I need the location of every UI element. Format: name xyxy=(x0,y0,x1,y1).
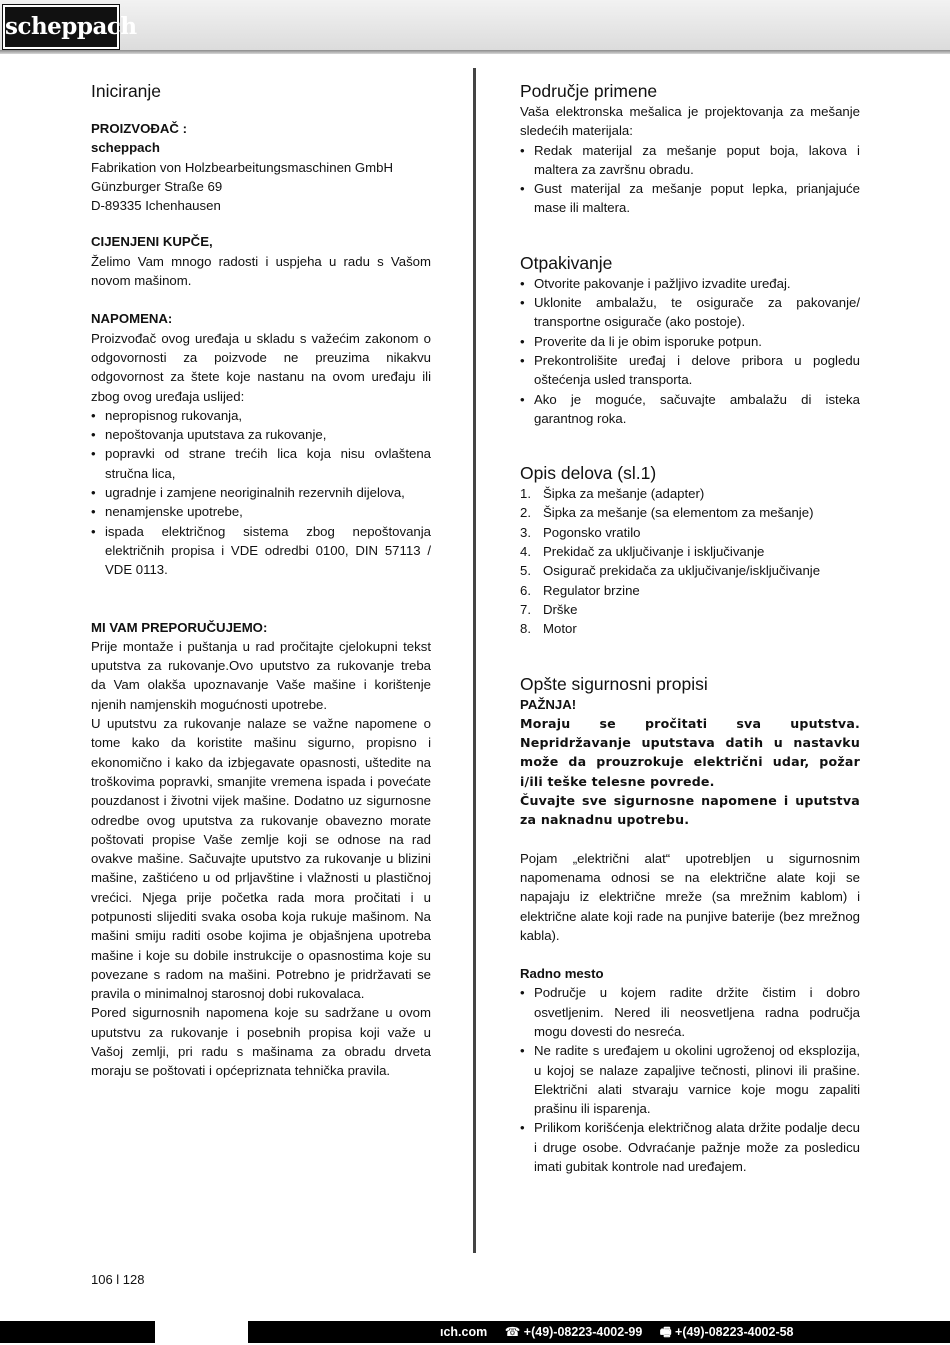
manufacturer-line: Fabrikation von Holzbearbeitungsmaschinen GmbH xyxy=(91,159,393,175)
application-section xyxy=(520,80,860,218)
note-block xyxy=(91,309,431,579)
list-item: 6. Regulator brzine xyxy=(520,582,640,598)
manufacturer-label: PROIZVOĐAČ : xyxy=(91,121,187,136)
manufacturer-line: D-89335 Ichenhausen xyxy=(91,198,221,214)
workplace-title: Radno mesto xyxy=(520,966,604,982)
left-column xyxy=(91,80,431,1081)
list-item: 1. Šipka za mešanje (adapter) xyxy=(520,486,705,502)
list-item: • Redak materijal za mešanje poput boja, lakova i maltera za završnu obradu. xyxy=(520,141,860,180)
list-item: • Gust materijal za mešanje poput lepka, prianjajuće mase ili maltera. xyxy=(520,179,860,218)
dear-customer-block xyxy=(91,232,431,290)
brand-logo: scheppach xyxy=(3,5,119,49)
note-label: NAPOMENA: xyxy=(91,311,173,327)
list-item: • Područje u kojem radite držite čistim i dobro osvetljenim. Nered ili neosvetljena radna područja mogu dovesti do nesreća. xyxy=(520,983,860,1041)
list-item: • ugradnje i zamjene neoriginalnih rezervnih dijelova, xyxy=(91,483,431,502)
dear-customer-text: Želimo Vam mnogo radosti i uspjeha u radu s Vašom novom mašinom. xyxy=(91,253,431,289)
footer-phone: ☎ +(49)-08223-4002-99 xyxy=(504,1325,643,1339)
parts-section xyxy=(520,462,860,638)
column-divider xyxy=(473,68,476,1253)
footer-fax: 🖷 +(49)-08223-4002-58 xyxy=(659,1325,794,1339)
application-intro: Vaša elektronska mešalica je projektovanja za mešanje sledećih materijala: xyxy=(520,104,860,139)
recommend-label: MI VAM PREPORUČUJEMO: xyxy=(91,619,268,635)
dear-customer-label: CIJENJENI KUPČE, xyxy=(91,234,213,250)
list-item: • popravki od strane trećih lica koja nisu ovlaštena stručna lica, xyxy=(91,444,431,483)
safety-section xyxy=(520,673,860,1177)
list-item: • nepoštovanja uputstava za rukovanje, xyxy=(91,425,431,444)
list-item: 8. Motor xyxy=(520,621,577,637)
list-item: • Ako je moguće, sačuvajte ambalažu di isteka garantnog roka. xyxy=(520,390,860,429)
section-title-application: Područje primene xyxy=(520,81,658,101)
manufacturer-block xyxy=(91,119,431,215)
page-number: 106 l 128 xyxy=(91,1272,145,1287)
list-item: • Ne radite s uređajem u okolini ugroženoj od eksplozija, u kojoj se nalaze zapaljive tečnosti, plinovi ili prašine. Električni alati stvaraju varnice koje mogu zapaliti prašinu ili isparenja. xyxy=(520,1041,860,1118)
header-shadow xyxy=(0,50,950,54)
list-item: 7. Drške xyxy=(520,601,578,617)
safety-keep-notice: Čuvajte sve sigurnosne napomene i uputstva za naknadnu upotrebu. xyxy=(520,793,860,828)
footer-contact xyxy=(440,1321,808,1343)
list-item: • nepropisnog rukovanja, xyxy=(91,406,431,425)
recommend-paragraph: U uputstvu za rukovanje nalaze se važne napomene o tome kako da koristite mašinu sigurno, propisno i ekonomično i kako da izbjegavate opasnosti, uštedite na troškovima popravki, smanjite vremena ispada i povećate pouzdanost i životni vijek mašine. Dodatno uz sigurnosne odredbe ovog uputstva za rukovanje obavezno morate poštovati propise Vaše zemlje koji se odnose na rad ovakve mašine. Sačuvajte uputstvo za rukovanje u blizini mašine, zaštićeno u od prljavštine i vlažnosti u plastičnoj vrećici. Njega prije početka rada mora pročitati i u potpunosti slijediti svaka osoba koja rukuje mašinom. Na mašini smiju raditi osobe kojima je objašnjena upotreba mašine i koje su dobile instrukcije o opasnostima koje su povezane s radom na mašini. Potrebno je pridržavati se pravila o minimalnoj starosnoj dobi rukovalaca. xyxy=(91,716,431,1002)
unpacking-list xyxy=(520,274,860,428)
list-item: • Prekontrolišite uređaj i delove pribora u pogledu oštećenja usled transporta. xyxy=(520,351,860,390)
recommend-block xyxy=(91,618,431,1081)
parts-list xyxy=(520,484,860,638)
section-title-parts: Opis delova (sl.1) xyxy=(520,463,657,484)
right-column xyxy=(520,80,860,1176)
list-item: 4. Prekidač za uključivanje i isključivanje xyxy=(520,544,765,560)
unpacking-section xyxy=(520,252,860,428)
workplace-list xyxy=(520,983,860,1176)
list-item: 2. Šipka za mešanje (sa elementom za mešanje) xyxy=(520,505,814,521)
safety-term-text: Pojam „električni alat“ upotrebljen u sigurnosnim napomenama odnosi se na električne alate koji se napajaju iz električne mreže (sa mrežnim kablom) i električne alate koji rade na punjive baterije (bez mrežnog kabla). xyxy=(520,850,860,943)
section-title-iniciranje: Iniciranje xyxy=(91,81,162,101)
list-item: • ispada električnog sistema zbog nepoštovanja električnih propisa i VDE odredbi 0100, DIN 57113 / VDE 0113. xyxy=(91,522,431,580)
list-item: • Prilikom korišćenja električnog alata držite podalje decu i druge osobe. Odvraćanje pažnje može za posledicu imati gubitak kontrole nad uređajem. xyxy=(520,1118,860,1176)
recommend-paragraph: Prije montaže i puštanja u rad pročitajte cjelokupni tekst uputstva za rukovanje.Ovo uputstvo za rukovanje treba da Vam olakša upoznavanje Vaše mašine i korištenje njenih namjenskih mogućnosti upotrebe. xyxy=(91,638,431,712)
footer-white-block xyxy=(155,1321,248,1343)
attention-label: PAŽNJA! xyxy=(520,696,577,712)
list-item: 3. Pogonsko vratilo xyxy=(520,524,641,540)
list-item: • nenamjenske upotrebe, xyxy=(91,502,431,521)
application-list xyxy=(520,141,860,218)
list-item: 5. Osigurač prekidača za uključivanje/isključivanje xyxy=(520,563,821,579)
section-title-safety: Opšte sigurnosni propisi xyxy=(520,673,708,694)
manufacturer-name: scheppach xyxy=(91,140,160,156)
section-title-unpacking: Otpakivanje xyxy=(520,252,613,273)
list-item: • Uklonite ambalažu, te osigurače za pakovanje/ transportne osigurače (ako postoje). xyxy=(520,293,860,332)
footer-website[interactable]: ıch.com xyxy=(440,1325,488,1339)
manufacturer-line: Günzburger Straße 69 xyxy=(91,178,223,194)
page-header xyxy=(0,0,950,50)
safety-warning: Moraju se pročitati sva uputstva. Nepridržavanje uputstava datih u nastavku može da prouzrokuje električni udar, požar i/ili teške telesne povrede. xyxy=(520,715,860,789)
note-text: Proizvođač ovog uređaja u skladu s važećim zakonom o odgovornosti za poizvode ne preuzima nikakvu odgovornost za štete koje nastanu na ovom uređaju ili zbog ovog uređaja uslijed: xyxy=(91,330,431,404)
list-item: • Otvorite pakovanje i pažljivo izvadite uređaj. xyxy=(520,274,860,293)
recommend-paragraph: Pored sigurnosnih napomena koje su sadržane u ovom uputstvu za rukovanje i posebnih propisa koji važe u Vašoj zemlji, pri radu s mašinama za obradu drveta moraju se poštovati i općepriznata tehnička pravila. xyxy=(91,1005,431,1079)
list-item: • Proverite da li je obim isporuke potpun. xyxy=(520,332,860,351)
note-list xyxy=(91,406,431,580)
